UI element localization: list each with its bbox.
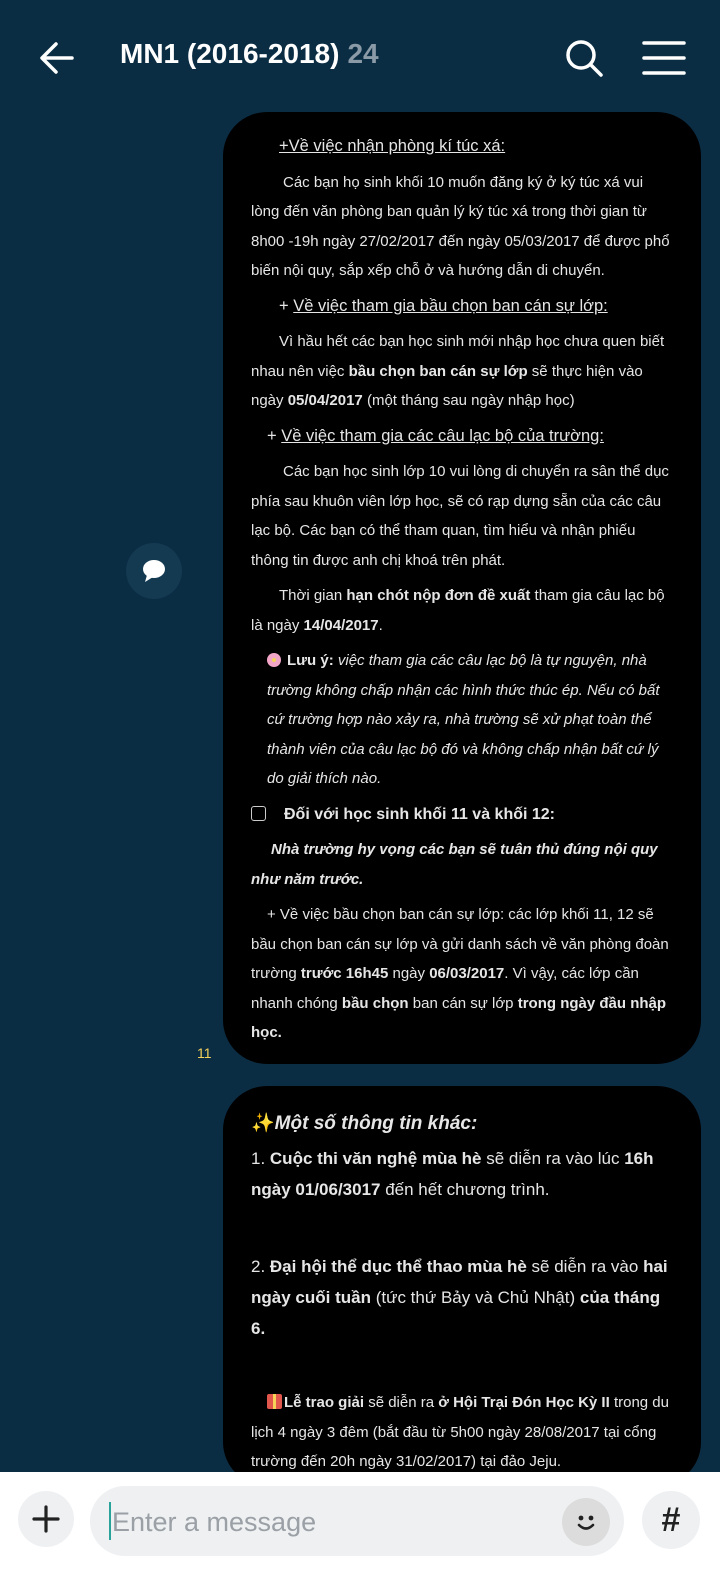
note-text <box>251 646 675 794</box>
club-body <box>251 457 675 575</box>
g-vote-bold2: bầu chọn <box>341 994 409 1012</box>
item2-mid2: (tức thứ Bảy và Chủ Nhật) <box>370 1288 580 1307</box>
deadline-3: . <box>378 616 383 634</box>
grade-body <box>251 835 675 894</box>
note-label: Lưu ý: <box>287 652 334 669</box>
grade-title-text: Đối với học sinh khối 11 và khối 12: <box>284 805 556 823</box>
club-prefix: + <box>267 426 282 445</box>
item1-pre: 1. <box>251 1149 270 1168</box>
item2-pre: 2. <box>251 1257 270 1276</box>
club-title-text: Về việc tham gia các câu lạc bộ của trường: <box>281 426 604 445</box>
dorm-body-text: Các bạn họ sinh khối 10 muốn đăng ký ở ký túc xá vui lòng đến văn phòng ban quản lý ký túc xá trong thời gian từ 8h00 -19h ngày 27/02/2017 đến ngày 05/03/2017 để được phổ biến nội quy, sắp xếp chỗ ở và hướng dẫn di chuyển. <box>251 173 670 279</box>
vote-body-date: 05/04/2017 <box>287 392 363 409</box>
spacer <box>251 1205 675 1251</box>
vote-title <box>251 292 675 322</box>
item2-bold2: hai ngày cuối tuần <box>251 1257 668 1307</box>
vote-body-2: sẽ thực hiện vào ngày <box>251 362 643 409</box>
speech-bubble-icon <box>140 557 168 585</box>
message-input[interactable] <box>110 1500 544 1544</box>
chat-header <box>0 0 720 112</box>
hashtag-button[interactable] <box>642 1491 700 1549</box>
item2-bold3: của tháng 6. <box>251 1288 661 1338</box>
dorm-title <box>251 132 675 162</box>
item2-mid: sẽ diễn ra vào <box>526 1257 644 1276</box>
item1-bold2: 16h ngày 01/06/3017 <box>251 1149 654 1199</box>
g-vote-bold3: trong ngày đầu nhập học. <box>251 994 667 1041</box>
emoji-button[interactable] <box>562 1498 610 1546</box>
plus-icon <box>31 1504 61 1534</box>
menu-icon[interactable] <box>640 34 688 82</box>
deadline-date: 14/04/2017 <box>303 616 379 634</box>
deadline-text <box>251 581 675 640</box>
unread-count: 11 <box>197 1045 212 1061</box>
message-bubble[interactable] <box>223 112 701 1064</box>
deadline-bold: hạn chót nộp đơn đề xuất <box>346 587 531 604</box>
vote-body-1: Vì hầu hết các bạn học sinh mới nhập học chưa quen biết nhau nên việc <box>251 333 665 380</box>
info-heading <box>251 1108 675 1139</box>
item2-bold: Đại hội thể dục thể thao mùa hè <box>269 1257 527 1276</box>
reply-button[interactable] <box>126 543 182 599</box>
chat-title[interactable] <box>120 38 379 70</box>
hash-icon: # <box>661 1500 681 1539</box>
award-bold2: ở Hội Trại Đón Học Kỳ II <box>438 1394 610 1411</box>
vote-prefix: + <box>279 296 294 315</box>
award-text <box>251 1388 675 1477</box>
dorm-title-text: +Về việc nhận phòng kí túc xá: <box>279 137 506 155</box>
vote-body-bold: bầu chọn ban cán sự lớp <box>348 362 528 380</box>
vote-body <box>251 327 675 416</box>
g-vote-bold1: trước 16h45 <box>300 965 389 982</box>
g-vote-date: 06/03/2017 <box>429 965 505 982</box>
info-item-1 <box>251 1143 675 1205</box>
award-bold: Lễ trao giải <box>284 1394 365 1411</box>
grade-body-text: Nhà trường hy vọng các bạn sẽ tuân thủ đúng nội quy như năm trước. <box>251 841 658 888</box>
club-title <box>251 422 675 452</box>
item1-bold: Cuộc thi văn nghệ mùa hè <box>269 1149 482 1168</box>
vote-title-text: Về việc tham gia bầu chọn ban cán sự lớp: <box>293 296 608 315</box>
message-bubble-2[interactable] <box>223 1086 701 1486</box>
message-input-wrap[interactable] <box>90 1486 624 1556</box>
info-item-2 <box>251 1251 675 1344</box>
item1-mid: sẽ diễn ra vào lúc <box>481 1149 625 1168</box>
sparkles-icon: ✨ <box>251 1113 275 1134</box>
attach-button[interactable] <box>18 1491 74 1547</box>
checkbox-icon[interactable] <box>251 806 266 821</box>
vote-body-3: (một tháng sau ngày nhập học) <box>362 392 575 409</box>
award-mid: sẽ diễn ra <box>364 1394 439 1411</box>
flower-icon <box>267 653 281 667</box>
dorm-body <box>251 168 675 286</box>
g-vote-4: ban cán sự lớp <box>408 994 518 1012</box>
member-count: 24 <box>347 38 379 69</box>
g-vote-3: . Vì vậy, các lớp cần nhanh chóng <box>251 965 639 1012</box>
back-arrow-icon[interactable] <box>34 34 82 82</box>
chat-name: MN1 (2016-2018) <box>120 38 340 69</box>
search-icon[interactable] <box>560 34 608 82</box>
deadline-2: tham gia câu lạc bộ là ngày <box>251 587 665 634</box>
gift-icon <box>267 1394 282 1409</box>
item1-end: đến hết chương trình. <box>380 1180 550 1199</box>
g-vote-1: + Về việc bầu chọn ban cán sự lớp: các lớp khối 11, 12 sẽ bầu chọn ban cán sự lớp và gửi danh sách về văn phòng đoàn trường <box>251 906 669 982</box>
grade-title <box>251 800 675 830</box>
g-vote-2: ngày <box>388 965 430 982</box>
note-body: việc tham gia các câu lạc bộ là tự nguyện, nhà trường không chấp nhận các hình thức thúc ép. Nếu có bất cứ trường hợp nào xảy ra, nhà trường sẽ xử phạt toàn thể thành viên của câu lạc bộ đó và không chấp nhận bất cứ lý do giải thích nào. <box>267 652 660 787</box>
grade-vote <box>251 900 675 1048</box>
spacer <box>251 1344 675 1388</box>
award-end: trong du lịch 4 ngày 3 đêm (bắt đầu từ 5h00 ngày 28/08/2017 tại cổng trường đến 20h ngày 31/02/2017) tại đảo Jeju. <box>251 1394 669 1470</box>
club-body-text: Các bạn học sinh lớp 10 vui lòng di chuyển ra sân thể dục phía sau khuôn viên lớp học, sẽ có rạp dựng sẵn của các câu lạc bộ. Các bạn có thể tham quan, tìm hiểu và nhận phiếu thông tin được anh chị khoá trên phát. <box>251 463 669 569</box>
deadline-1: Thời gian <box>279 587 347 604</box>
smiley-icon <box>571 1507 601 1537</box>
info-heading-text: Một số thông tin khác: <box>274 1113 478 1134</box>
